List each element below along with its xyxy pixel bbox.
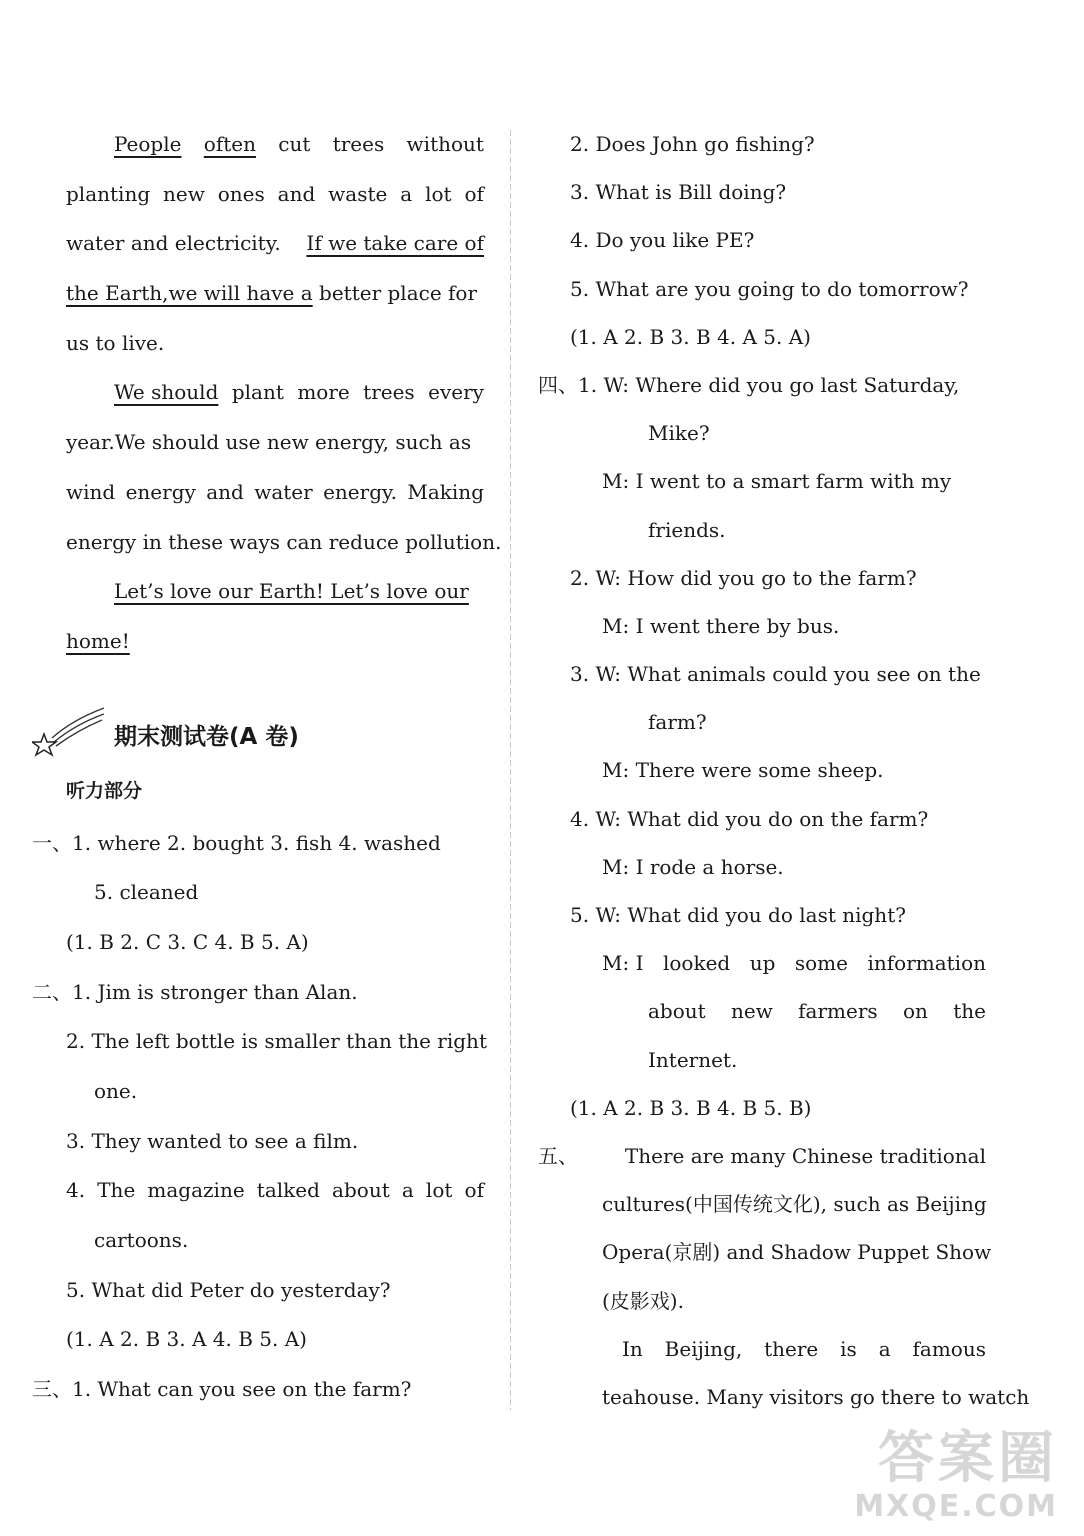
text-line: (1. A 2. B 3. B 4. A 5. A) [570,324,811,349]
text-line [66,468,484,518]
section-number: 五、 [538,1143,578,1168]
text-line: 2. W: How did you go to the farm? [570,565,917,590]
text-line: farm? [648,710,707,735]
word: every [428,380,484,405]
left-column [32,120,502,1415]
word: up [749,951,776,976]
text-line [66,567,484,617]
text-line: Internet. [648,1047,738,1072]
word: trees [332,132,385,156]
word: of [464,1178,484,1203]
word: information [867,951,986,976]
text-line: 3. What is Bill doing? [570,180,787,205]
word: some [794,951,848,976]
text-line [538,1325,986,1373]
subheading: 听力部分 [66,779,143,802]
text-line: M: I went to a smart farm with my [602,469,952,494]
word: 4. [66,1178,86,1203]
word: Making [407,479,484,504]
text-line [66,219,484,269]
word: about [332,1178,390,1203]
section-title-text: 期末测试卷(A 卷) [114,724,299,751]
text-line: Mike? [648,421,710,446]
text-line: 5. What are you going to do tomorrow? [570,276,969,301]
word: a [878,1336,891,1361]
text-line: 5. W: What did you do last night? [570,903,906,927]
word: a [401,1178,414,1203]
word: planting [66,181,151,206]
text-line: 5. What did Peter do yesterday? [66,1277,391,1302]
text-line: 一、1. where 2. bought 3. fish 4. washed [32,830,441,855]
right-column [538,120,1030,1421]
text-line [66,269,484,319]
text-line [66,617,484,667]
word: wind [66,479,116,504]
text-line: year.We should use new energy, such as [66,430,472,455]
shooting-star-icon [32,704,106,765]
watermark-url: MXQE.COM [854,1489,1058,1524]
text-line: us to live. [66,330,165,355]
text-line: 三、1. What can you see on the farm? [32,1377,412,1402]
text-line [538,987,986,1035]
word: lot [425,181,452,206]
text-line: 4. Do you like PE? [570,228,755,253]
word: water [254,479,313,504]
underlined-text: home! [66,628,130,653]
text-line: (1. A 2. B 3. B 4. B 5. B) [570,1095,812,1120]
word: farmers [798,999,878,1024]
word: waste [328,181,388,206]
word: lot [425,1178,453,1203]
word: talked [256,1178,320,1203]
text-line: 二、1. Jim is stronger than Alan. [32,979,358,1004]
word: In [622,1336,643,1361]
word: energy. [323,479,397,504]
text-line: Opera(京剧) and Shadow Puppet Show [602,1240,992,1265]
text-line: 3. They wanted to see a film. [66,1128,359,1153]
text-line: teahouse. Many visitors go there to watch [602,1384,1030,1409]
word: magazine [147,1178,245,1203]
underlined-text: Let’s love our Earth! Let’s love our [114,579,469,604]
text-line: 4. W: What did you do on the farm? [570,806,929,831]
text-line: energy in these ways can reduce pollution. [66,529,502,554]
text-line [538,1132,986,1180]
word: and [206,479,244,504]
word: famous [912,1336,986,1361]
text-line [66,170,484,220]
word: on [902,999,928,1024]
word: energy [125,479,196,504]
word: looked [662,951,731,976]
text-line [538,939,986,987]
text-line [66,368,484,418]
word: about [648,999,706,1024]
text-line: cultures(中国传统文化), such as Beijing [602,1192,987,1217]
text-line: (皮影戏). [602,1288,684,1313]
word: and [277,181,316,206]
word: plant [231,380,284,405]
text-line: 5. cleaned [94,880,199,905]
word: new [163,181,205,206]
text-line: M: I rode a horse. [602,854,784,879]
text-segment: There are many Chinese traditional [624,1143,986,1168]
text-line: 2. Does John go fishing? [570,132,815,156]
text-line: (1. B 2. C 3. C 4. B 5. A) [66,929,309,954]
word: M: I [602,951,644,976]
word: trees [363,380,415,405]
text-line: friends. [648,517,726,542]
text-segment: better place for [312,281,478,306]
text-line: (1. A 2. B 3. A 4. B 5. A) [66,1327,307,1352]
word: ones [217,181,265,206]
word: is [840,1336,857,1361]
text-line: 四、1. W: Where did you go last Saturday, [538,372,960,397]
word: a [400,181,413,206]
word: Beijing, [664,1336,743,1361]
watermark [854,1426,1058,1524]
word: the [953,999,986,1024]
text-line: cartoons. [94,1228,189,1253]
text-line: 3. W: What animals could you see on the [570,662,981,687]
text-line [66,1166,484,1216]
underlined-word: People [114,132,182,156]
word: The [97,1178,136,1203]
text-line: 2. The left bottle is smaller than the right [66,1029,487,1054]
word: without [406,132,484,156]
word: of [464,181,484,206]
underlined-text: If we take care of [306,231,484,256]
underlined-word: often [203,132,256,156]
text-segment: water and electricity. [66,231,281,256]
word: cut [278,132,311,156]
section-title [66,707,484,763]
word: more [297,380,350,405]
text-line: M: I went there by bus. [602,613,840,638]
word: new [731,999,773,1024]
word: there [764,1336,819,1361]
underlined-text: We should [114,380,219,405]
text-line [66,120,484,170]
column-divider [510,130,511,1410]
text-line: one. [94,1079,138,1103]
text-line: M: There were some sheep. [602,758,884,783]
underlined-text: the Earth,we will have a [66,281,313,306]
watermark-text: 答案圈 [878,1426,1058,1491]
